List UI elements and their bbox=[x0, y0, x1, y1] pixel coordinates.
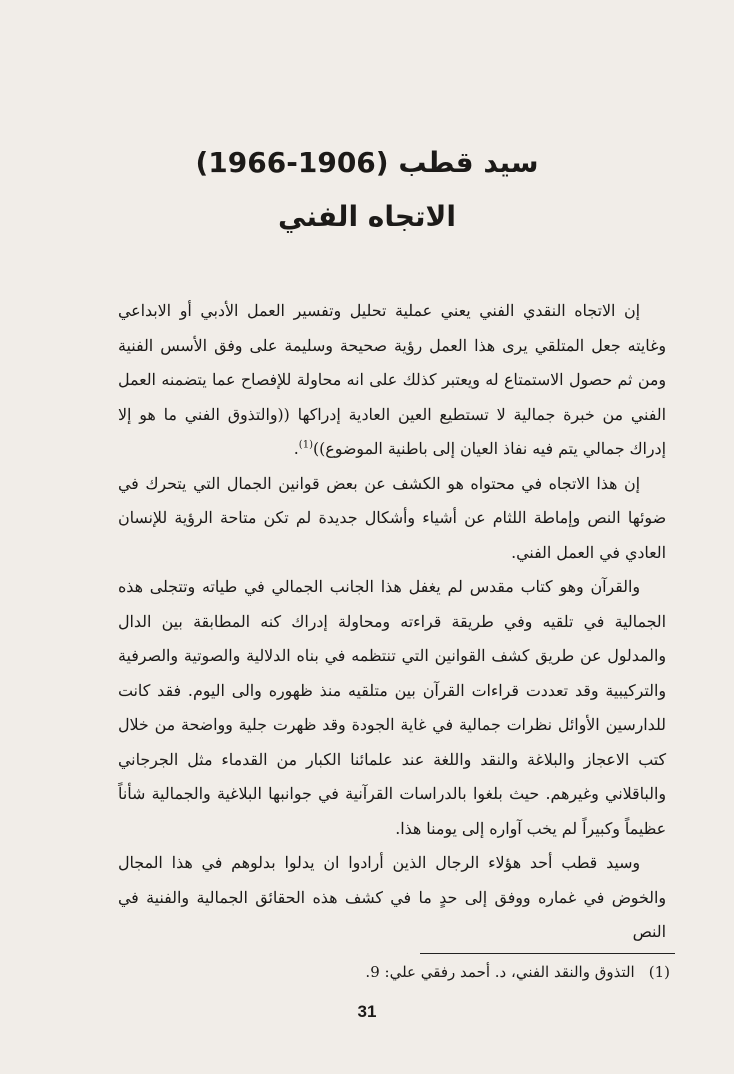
paragraph-1-tail: . bbox=[293, 439, 299, 458]
paragraph-3: والقرآن وهو كتاب مقدس لم يغفل هذا الجانب الجمالي في طياته وتتجلى هذه الجمالية في تلقيه وفي طريقة قراءته ومحاولة إدراك كنه المطابقة بين الدال والمدلول عن طريق كشف القوانين التي تنتظمه في بناه الدلالية والصوتية والصرفية والتركيبية وقد تعددت قراءات القرآن بين متلقيه منذ ظهوره والى اليوم. فقد كانت للدارسين الأوائل نظرات جمالية في غاية الجودة وقد ظهرت جلية وواضحة من خلال كتب الاعجاز والبلاغة والنقد واللغة عند علمائنا الكبار من القدماء مثل الجرجاني والباقلاني وغيرهم. حيث بلغوا بالدراسات القرآنية في جوانبها البلاغية والجمالية شأناً عظيماً وكبيراً لم يخب آواره إلى يومنا هذا. bbox=[118, 577, 666, 838]
paragraph-4: وسيد قطب أحد هؤلاء الرجال الذين أرادوا ان يدلوا بدلوهم في هذا المجال والخوض في غماره ووفق إلى حدٍ ما في كشف هذه الحقائق الجمالية والفنية في النص bbox=[118, 853, 666, 941]
paragraph-1 bbox=[118, 294, 666, 467]
footnote bbox=[200, 955, 670, 989]
footnote-divider bbox=[420, 953, 675, 954]
body-text bbox=[118, 294, 666, 950]
chapter-subtitle: الاتجاه الفني bbox=[278, 200, 456, 233]
paragraph-1-text: إن الاتجاه النقدي الفني يعني عملية تحليل وتفسير العمل الأدبي أو الابداعي وغايته جعل المتلقي يرى هذا العمل رؤية صحيحة وسليمة على وفق الأسس الفنية ومن ثم حصول الاستمتاع له ويعتبر كذلك على انه محاولة للإفصاح عما يتضمنه العمل الفني من خبرة جمالية لا تستطيع العين العادية إدراكها ((والتذوق الفني ما هو إلا إدراك جمالي يتم فيه نفاذ العيان إلى باطنية الموضوع)) bbox=[118, 301, 666, 458]
paragraph-2: إن هذا الاتجاه في محتواه هو الكشف عن بعض قوانين الجمال التي يتحرك في ضوئها النص وإماطة اللثام عن أشياء وأشكال جديدة لم تكن متاحة الرؤية للإنسان العادي في العمل الفني. bbox=[118, 473, 666, 562]
page-number: 31 bbox=[357, 1002, 377, 1021]
footnote-reference: (1) bbox=[298, 439, 313, 451]
footnote-number: (1) bbox=[648, 963, 670, 981]
chapter-title: سيد قطب (1906-1966) bbox=[195, 146, 539, 179]
footnote-text: التذوق والنقد الفني، د. أحمد رفقي علي: 9. bbox=[365, 963, 635, 981]
